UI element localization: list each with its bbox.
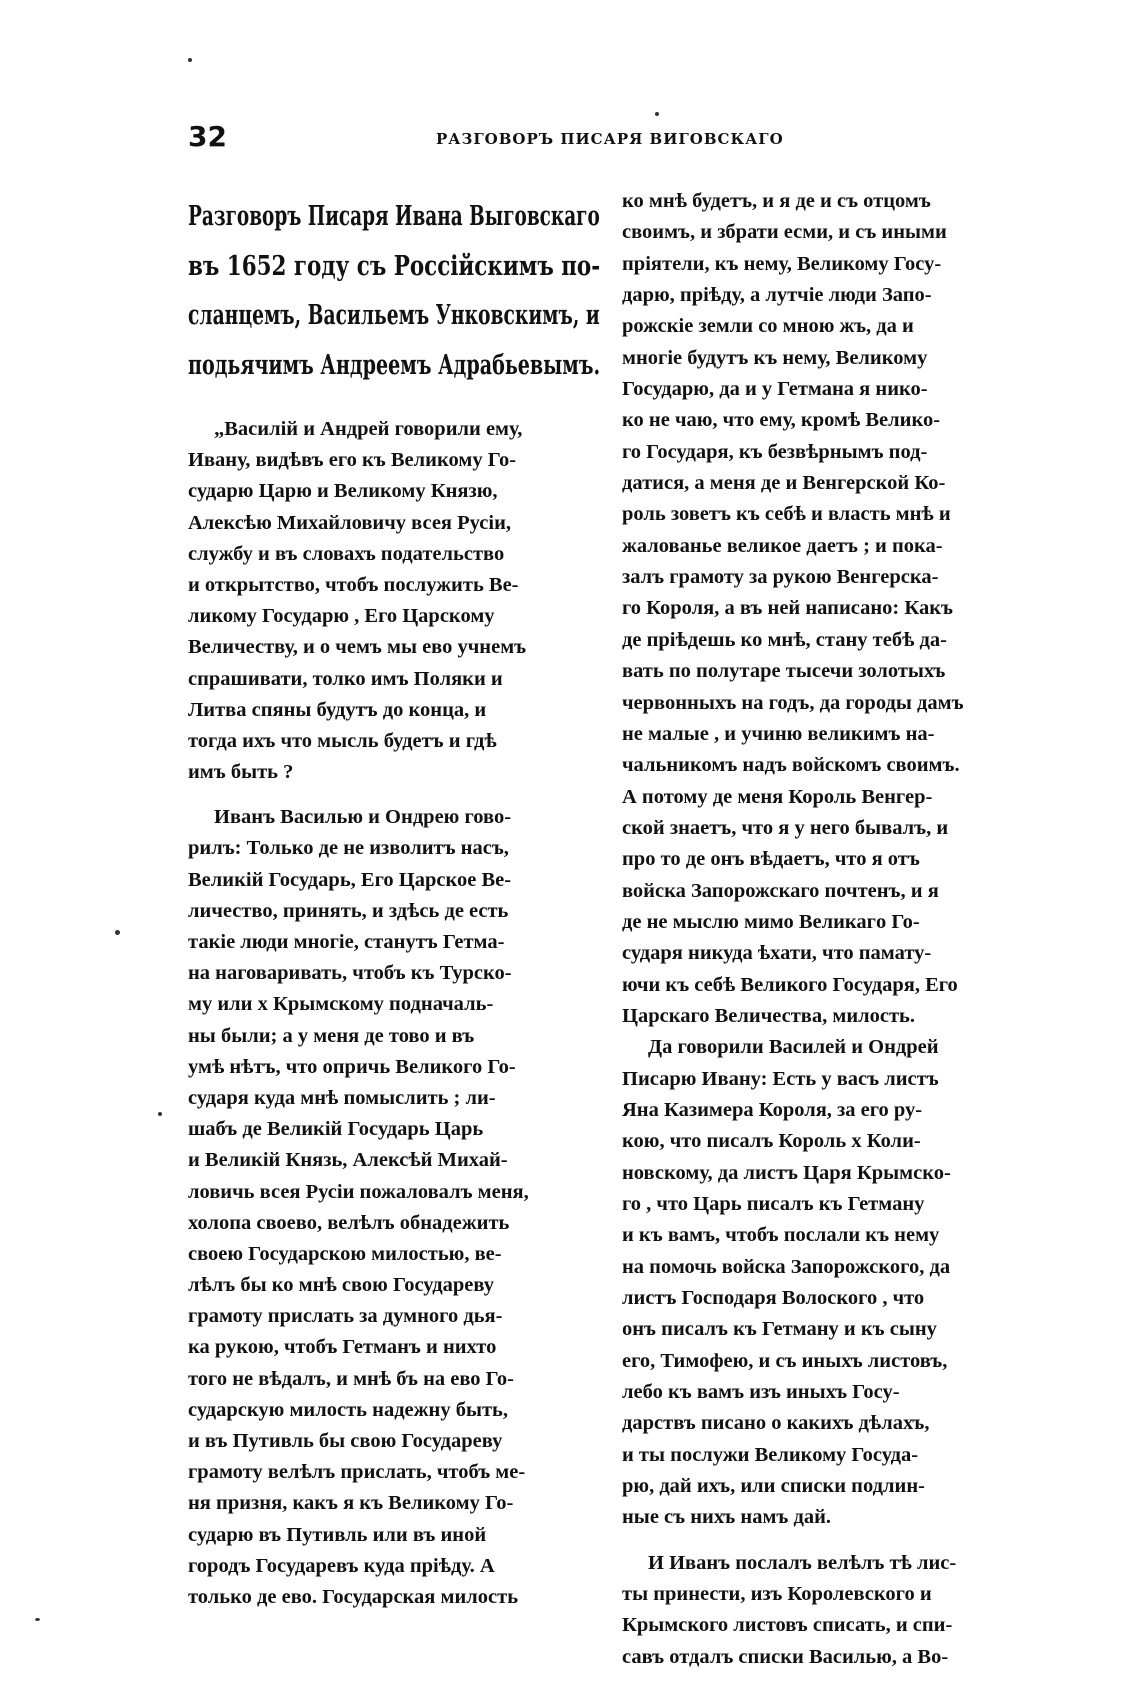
text-line: лѣлъ бы ко мнѣ свою Государеву — [188, 1274, 494, 1297]
text-line: Яна Казимера Короля, за его ру- — [622, 1098, 923, 1121]
text-line: своею Государскою милостью, ве- — [188, 1242, 502, 1265]
text-line: Писарю Ивану: Есть у васъ листъ — [622, 1067, 939, 1090]
text-line: ные съ нихъ намъ дай. — [622, 1506, 832, 1529]
text-line: ликому Государю , Его Царскому — [188, 605, 495, 628]
text-line: Крымского листовъ списать, и спи- — [622, 1614, 953, 1637]
text-line: савъ отдалъ списки Василью, а Во- — [622, 1645, 949, 1668]
text-line: червонныхъ на годъ, да городы дамъ — [622, 691, 964, 714]
text-line: умѣ нѣтъ, что опричь Великого Го- — [188, 1055, 516, 1078]
text-line: роль зоветъ къ себѣ и власть мнѣ и — [622, 503, 951, 526]
scan-speck — [35, 1618, 40, 1621]
text-line: и открытство, чтобъ послужить Ве- — [188, 573, 519, 596]
text-line: войска Запорожскаго почтенъ, и я — [622, 879, 939, 902]
text-line: ко мнѣ будетъ, и я де и съ отцомъ — [622, 190, 931, 212]
text-line: новскому, да листъ Царя Крымско- — [622, 1161, 951, 1184]
page-header — [188, 120, 1048, 160]
text-line: ловичь всея Русіи пожаловалъ меня, — [188, 1180, 529, 1203]
text-line: Ивану, видѣвъ его къ Великому Го- — [188, 449, 517, 472]
text-line: де пріѣдешь ко мнѣ, стану тебѣ да- — [622, 628, 947, 651]
text-line: ны были; а у меня де тово и въ — [188, 1024, 475, 1047]
text-line: грамоту прислать за думного дья- — [188, 1305, 503, 1328]
text-line: Царскаго Величества, милость. — [622, 1004, 916, 1027]
text-line: Великій Государь, Его Царское Ве- — [188, 868, 512, 891]
text-line: шабъ де Великій Государь Царь — [188, 1118, 484, 1141]
text-line: сударскую милость надежну быть, — [188, 1398, 509, 1421]
text-line: только де ево. Государская милость — [188, 1585, 519, 1608]
scan-speck — [158, 1112, 162, 1116]
text-line: ня призня, какъ я къ Великому Го- — [188, 1492, 514, 1515]
text-line: многіе будутъ къ нему, Великому — [622, 346, 928, 369]
text-line: сударю Царю и Великому Князю, — [188, 480, 498, 503]
text-line: дарю, пріѣду, а лутчіе люди Запо- — [622, 284, 932, 307]
right-column — [622, 186, 1042, 1673]
page-number: 32 — [188, 120, 227, 153]
text-line: листъ Господаря Волоского , что — [622, 1287, 925, 1310]
text-line: вать по полутаре тысечи золотыхъ — [622, 660, 946, 683]
scan-speck — [188, 58, 192, 62]
paragraph — [188, 414, 600, 788]
left-column — [188, 192, 600, 1613]
text-line — [188, 414, 600, 445]
text-line: Государю, да и у Гетмана я нико- — [622, 378, 928, 401]
text-line: и ты послужи Великому Госуда- — [622, 1443, 919, 1466]
text-line: сударя куда мнѣ помыслить ; ли- — [188, 1086, 496, 1109]
text-line: и въ Путивль бы свою Государеву — [188, 1430, 503, 1452]
text-line — [622, 1032, 1042, 1063]
running-title: РАЗГОВОРЪ ПИСАРЯ ВИГОВСКАГО — [436, 130, 784, 148]
text-line: Величеству, и о чемъ мы ево учнемъ — [188, 636, 527, 659]
paragraph — [622, 1032, 1042, 1534]
title-line: сланцемъ, Васильемъ Унковскимъ, и — [188, 300, 600, 331]
text-line: го , что Царь писалъ къ Гетману — [622, 1193, 925, 1215]
text-line: такіе люди многіе, станутъ Гетма- — [188, 931, 505, 953]
paragraph — [622, 1548, 1042, 1673]
text-line: на наговаривать, чтобъ къ Турско- — [188, 962, 512, 985]
text-line: ка рукою, чтобъ Гетманъ и нихто — [188, 1336, 497, 1359]
text-line: му или х Крымскому подначаль- — [188, 993, 494, 1016]
title-line: Разговоръ Писаря Ивана Выговскаго — [188, 201, 600, 232]
text-line: рожскіе земли со мною жъ, да и — [622, 315, 914, 338]
text-line: залъ грамоту за рукою Венгерска- — [622, 566, 939, 589]
text-line: тогда ихъ что мысль будетъ и гдѣ — [188, 729, 497, 752]
paragraph — [622, 186, 1042, 1032]
text-line: лебо къ вамъ изъ иныхъ Госу- — [622, 1381, 900, 1404]
text-line: ты принести, изъ Королевского и — [622, 1583, 932, 1606]
text-line — [188, 802, 600, 833]
text-line: не малые , и учиню великимъ на- — [622, 722, 935, 745]
scan-speck — [655, 112, 659, 116]
text-line: го Короля, а въ ней написано: Какъ — [622, 597, 953, 620]
text-line: ко не чаю, что ему, кромѣ Велико- — [622, 409, 941, 432]
text-line: Алексѣю Михайловичу всея Русіи, — [188, 511, 512, 534]
text-line: Литва спяны будутъ до конца, и — [188, 698, 487, 721]
text-line: и къ вамъ, чтобъ послали къ нему — [622, 1224, 940, 1247]
text-line: спрашивати, толко имъ Поляки и — [188, 667, 503, 690]
text-line: личество, принять, и здѣсь де есть — [188, 899, 509, 922]
text-line: жалованье великое даетъ ; и пока- — [622, 534, 943, 557]
text-line: сударю въ Путивль или въ иной — [188, 1523, 487, 1546]
text-line-content: Иванъ Василью и Ондрею гово- — [214, 806, 512, 829]
text-line: и Великій Князь, Алексѣй Михай- — [188, 1149, 508, 1172]
text-line-content: И Иванъ послалъ велѣлъ тѣ лис- — [648, 1551, 957, 1574]
text-line: имъ быть ? — [188, 761, 294, 784]
text-line-content: Да говорили Василей и Ондрей — [648, 1036, 939, 1059]
text-line: грамоту велѣлъ прислать, чтобъ ме- — [188, 1461, 526, 1484]
text-line: на помочь войска Запорожского, да — [622, 1255, 951, 1278]
text-line: ской знаетъ, что я у него бывалъ, и — [622, 816, 949, 839]
text-line: пріятели, къ нему, Великому Госу- — [622, 252, 942, 275]
text-line: рилъ: Только де не изволитъ насъ, — [188, 837, 509, 860]
text-line: городъ Государевъ куда пріѣду. А — [188, 1554, 495, 1577]
text-line: холопа своево, велѣлъ обнадежить — [188, 1211, 510, 1234]
text-line: своимъ, и збрати есми, и съ иными — [622, 221, 947, 244]
text-line: кою, что писалъ Король х Коли- — [622, 1130, 921, 1153]
text-line: дарствъ писано о какихъ дѣлахъ, — [622, 1412, 930, 1435]
text-line: сударя никуда ѣхати, что памату- — [622, 942, 932, 965]
text-line: про то де онъ вѣдаетъ, что я отъ — [622, 848, 920, 871]
text-line: его, Тимофею, и съ иныхъ листовъ, — [622, 1349, 948, 1372]
title-line: подьячимъ Андреемъ Адрабьевымъ. — [188, 349, 601, 381]
text-line-content: „Василій и Андрей говорили ему, — [214, 418, 523, 440]
text-line: датися, а меня де и Венгерской Ко- — [622, 472, 946, 495]
scan-speck — [115, 930, 120, 935]
text-line — [622, 1548, 1042, 1579]
title-line: въ 1652 году съ Россійскимъ по- — [188, 250, 601, 282]
text-line: рю, дай ихъ, или списки подлин- — [622, 1475, 925, 1498]
text-line: го Государя, къ безвѣрнымъ под- — [622, 440, 928, 463]
chapter-title — [188, 192, 600, 390]
paragraph — [188, 802, 600, 1613]
text-line: ючи къ себѣ Великого Государя, Его — [622, 973, 958, 996]
text-line: того не вѣдалъ, и мнѣ бъ на ево Го- — [188, 1367, 514, 1390]
text-line: А потому де меня Король Венгер- — [622, 785, 933, 808]
text-line: службу и въ словахъ подательство — [188, 542, 505, 565]
text-line: чальникомъ надъ войскомъ своимъ. — [622, 754, 960, 777]
text-line: онъ писалъ къ Гетману и къ сыну — [622, 1318, 937, 1341]
text-line: де не мыслю мимо Великагo Го- — [622, 910, 920, 933]
